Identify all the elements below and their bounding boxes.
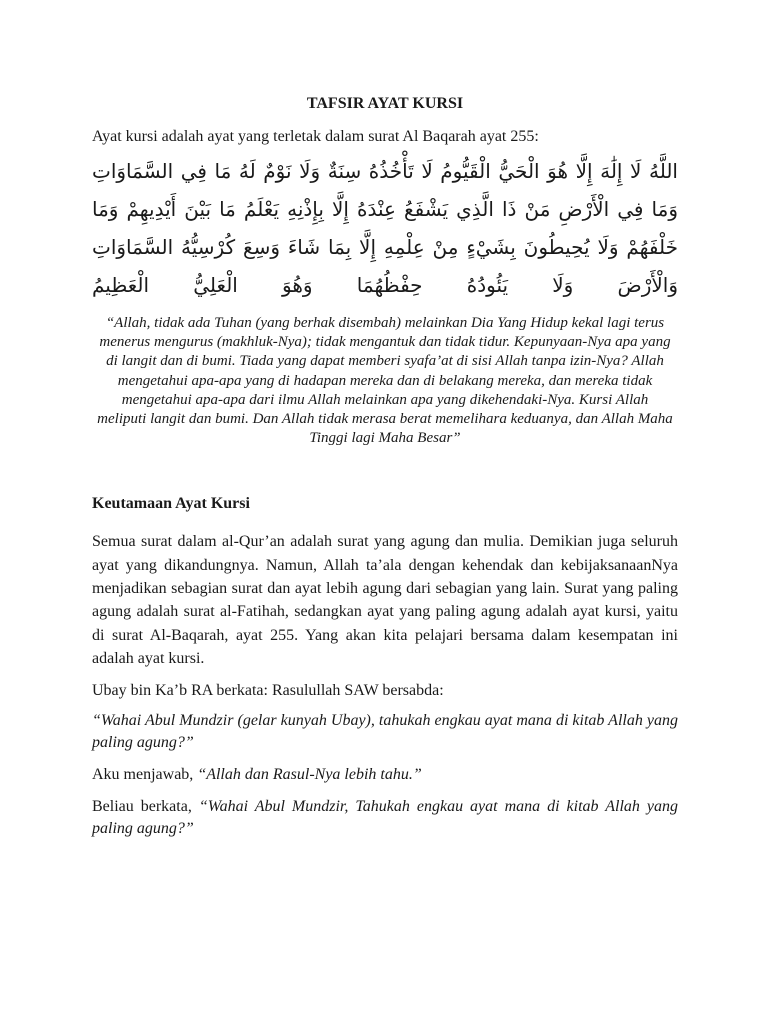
reply-prefix: Beliau berkata, [92, 798, 199, 816]
section-heading: Keutamaan Ayat Kursi [92, 495, 250, 513]
paragraph-narration: Ubay bin Ka’b RA berkata: Rasulullah SAW bersabda: [92, 682, 444, 700]
paragraph-virtues: Semua surat dalam al-Qur’an adalah surat yang agung dan mulia. Demikian juga seluruh ayat yang dikandungnya. Namun, Allah ta’ala dengan kehendak dan kebijaksanaanNya menjadikan sebagian surat dan ayat lebih agung dari sebagian yang lain. Surat yang paling agung adalah surat al-Fatihah, sedangkan ayat yang paling agung adalah ayat kursi, yaitu di surat Al-Baqarah, ayat 255. Yang akan kita pelajari bersama dalam kesempatan ini adalah ayat kursi. [92, 533, 678, 667]
verse-translation: “Allah, tidak ada Tuhan (yang berhak disembah) melainkan Dia Yang Hidup kekal lagi terus menerus mengurus (makhluk-Nya); tidak mengantuk dan tidak tidur. Kepunyaan-Nya apa yang di langit dan di bumi. Tiada yang dapat memberi syafa’at di sisi Allah tanpa izin-Nya? Allah mengetahui apa-apa yang di hadapan mereka dan di belakang mereka, dan mereka tidak mengetahui apa-apa dari ilmu Allah melainkan apa yang dikehendaki-Nya. Kursi Allah meliputi langit dan bumi. Dan Allah tidak merasa berat memelihara keduanya, dan Allah Maha Tinggi lagi Maha Besar” [97, 315, 673, 447]
quote-prophet-question: “Wahai Abul Mundzir (gelar kunyah Ubay), tahukah engkau ayat mana di kitab Allah yang paling agung?” [92, 712, 678, 752]
arabic-verse: اللَّهُ لَا إِلَٰهَ إِلَّا هُوَ الْحَيُّ الْقَيُّومُ لَا تَأْخُذُهُ سِنَةٌ وَلَا نَوْمٌ لَهُ مَا فِي السَّمَاوَاتِ وَمَا فِي الْأَرْضِ مَنْ ذَا الَّذِي يَشْفَعُ عِنْدَهُ إِلَّا بِإِذْنِهِ يَعْلَمُ مَا بَيْنَ أَيْدِيهِمْ وَمَا خَلْفَهُمْ وَلَا يُحِيطُونَ بِشَيْءٍ مِنْ عِلْمِهِ إِلَّا بِمَا شَاءَ وَسِعَ كُرْسِيُّهُ السَّمَاوَاتِ وَالْأَرْضَ وَلَا يَئُودُهُ حِفْظُهُمَا وَهُوَ الْعَلِيُّ الْعَظِيمُ [92, 159, 678, 297]
answer-line [92, 764, 678, 786]
document-page [92, 88, 678, 840]
answer-quote: “Allah dan Rasul-Nya lebih tahu.” [197, 766, 422, 784]
document-title: TAFSIR AYAT KURSI [306, 95, 464, 112]
intro-text: Ayat kursi adalah ayat yang terletak dalam surat Al Baqarah ayat 255: [92, 128, 539, 145]
answer-prefix: Aku menjawab, [92, 766, 198, 784]
reply-quote: “Wahai Abul Mundzir, Tahukah engkau ayat mana di kitab Allah yang paling agung?” [92, 798, 678, 838]
reply-line [92, 796, 678, 840]
